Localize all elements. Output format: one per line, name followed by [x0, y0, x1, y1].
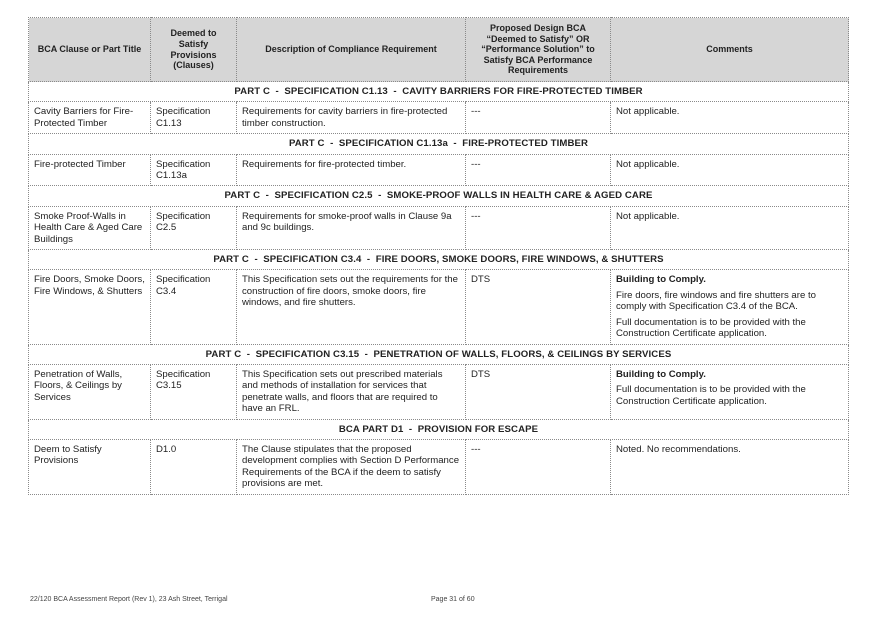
section-header-row: [29, 250, 849, 270]
comments-cell: [611, 154, 849, 186]
comment-status: Building to Comply.: [616, 274, 706, 286]
table-header-row: [29, 18, 849, 82]
header-proposed-design: Proposed Design BCA “Deemed to Satisfy” OR “Performance Solution” to Satisfy BCA Performance Requirements: [466, 18, 611, 82]
section-header-row: [29, 82, 849, 102]
header-provisions: Deemed to Satisfy Provisions (Clauses): [151, 18, 237, 82]
provision-cell: Specification C3.15: [151, 364, 237, 419]
design-cell: ---: [466, 102, 611, 134]
comment-text: Noted. No recommendations.: [616, 443, 741, 455]
footer-page-number: Page 31 of 60: [431, 596, 475, 603]
section-title: BCA PART D1 - PROVISION FOR ESCAPE: [29, 419, 849, 439]
footer-report-title: 22/120 BCA Assessment Report (Rev 1), 23 Ash Street, Terrigal: [30, 596, 228, 603]
description-cell: This Specification sets out the requirements for the construction of fire doors, smoke doors, fire windows, and fire shutters.: [237, 270, 466, 344]
description-cell: Requirements for cavity barriers in fire-protected timber construction.: [237, 102, 466, 134]
section-title: PART C - SPECIFICATION C3.4 - FIRE DOORS, SMOKE DOORS, FIRE WINDOWS, & SHUTTERS: [29, 250, 849, 270]
provision-cell: Specification C3.4: [151, 270, 237, 344]
section-header-row: [29, 419, 849, 439]
design-cell: DTS: [466, 364, 611, 419]
table-row: [29, 364, 849, 419]
comments-cell: [611, 270, 849, 344]
section-title: PART C - SPECIFICATION C3.15 - PENETRATION OF WALLS, FLOORS, & CEILINGS BY SERVICES: [29, 344, 849, 364]
provision-cell: Specification C1.13: [151, 102, 237, 134]
provision-cell: D1.0: [151, 439, 237, 494]
comment-text: Full documentation is to be provided with the Construction Certificate application.: [616, 384, 806, 407]
comment-status: Building to Comply.: [616, 368, 706, 380]
header-description: Description of Compliance Requirement: [237, 18, 466, 82]
description-cell: This Specification sets out prescribed materials and methods of installation for services that penetrate walls, and floors that are required to have an FRL.: [237, 364, 466, 419]
section-title: PART C - SPECIFICATION C2.5 - SMOKE-PROOF WALLS IN HEALTH CARE & AGED CARE: [29, 186, 849, 206]
clause-cell: Smoke Proof-Walls in Health Care & Aged Care Buildings: [29, 206, 151, 249]
section-header-row: [29, 186, 849, 206]
clause-cell: Penetration of Walls, Floors, & Ceilings by Services: [29, 364, 151, 419]
clause-cell: Cavity Barriers for Fire-Protected Timber: [29, 102, 151, 134]
comment-text: Not applicable.: [616, 106, 680, 118]
section-title: PART C - SPECIFICATION C1.13 - CAVITY BARRIERS FOR FIRE-PROTECTED TIMBER: [29, 82, 849, 102]
comment-text: Not applicable.: [616, 210, 680, 222]
header-clause: BCA Clause or Part Title: [29, 18, 151, 82]
header-comments: Comments: [611, 18, 849, 82]
clause-cell: Fire Doors, Smoke Doors, Fire Windows, & Shutters: [29, 270, 151, 344]
comments-cell: [611, 206, 849, 249]
table-row: [29, 206, 849, 249]
table-row: [29, 102, 849, 134]
comment-text: Not applicable.: [616, 158, 680, 170]
provision-cell: Specification C2.5: [151, 206, 237, 249]
description-cell: Requirements for smoke-proof walls in Clause 9a and 9c buildings.: [237, 206, 466, 249]
table-row: [29, 270, 849, 344]
section-header-row: [29, 344, 849, 364]
clause-cell: Fire-protected Timber: [29, 154, 151, 186]
table-body: [29, 82, 849, 495]
bca-assessment-table: [28, 17, 849, 495]
comments-cell: [611, 439, 849, 494]
design-cell: ---: [466, 439, 611, 494]
description-cell: Requirements for fire-protected timber.: [237, 154, 466, 186]
design-cell: DTS: [466, 270, 611, 344]
table-row: [29, 154, 849, 186]
section-header-row: [29, 134, 849, 154]
section-title: PART C - SPECIFICATION C1.13a - FIRE-PROTECTED TIMBER: [29, 134, 849, 154]
comment-text: Full documentation is to be provided with the Construction Certificate application.: [616, 316, 806, 340]
design-cell: ---: [466, 206, 611, 249]
comments-cell: [611, 364, 849, 419]
provision-cell: Specification C1.13a: [151, 154, 237, 186]
design-cell: ---: [466, 154, 611, 186]
table-row: [29, 439, 849, 494]
comments-cell: [611, 102, 849, 134]
clause-cell: Deem to Satisfy Provisions: [29, 439, 151, 494]
comment-text: Fire doors, fire windows and fire shutters are to comply with Specification C3.4 of the BCA.: [616, 289, 816, 313]
description-cell: The Clause stipulates that the proposed development complies with Section D Performance Requirements of the BCA if the deem to satisfy provisions are met.: [237, 439, 466, 494]
